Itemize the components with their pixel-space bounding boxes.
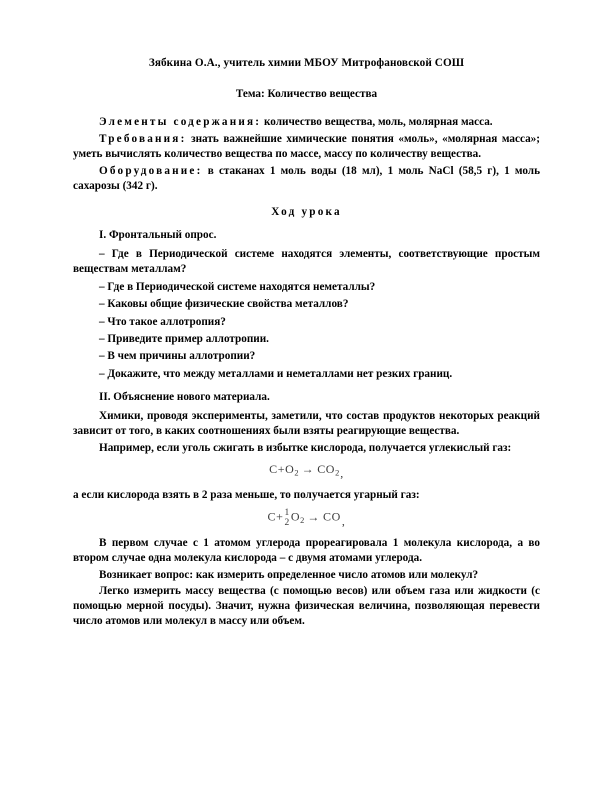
list-item: – Где в Периодической системе находятся элементы, соответствующие простым веществам металлам? <box>73 248 540 276</box>
formula1-product-subscript: 2 <box>335 468 340 478</box>
requirements-label: Требования: <box>99 133 187 146</box>
chemical-equation-complete-combustion <box>73 463 540 480</box>
frontal-survey-question-list <box>73 247 540 381</box>
content-elements-text: количество вещества, моль, молярная масса. <box>261 116 493 129</box>
formula1-oxygen: O <box>285 462 295 477</box>
new-material-paragraph-1: Химики, проводя эксперименты, заметили, что состав продуктов некоторых реакций зависит от того, в каких соотношениях были взяты реагирующие вещества. <box>73 410 540 438</box>
formula1-product: CO <box>317 462 336 477</box>
list-item: – Докажите, что между металлами и неметаллами нет резких границ. <box>99 367 453 380</box>
formula2-oxygen: O <box>290 510 301 525</box>
content-elements-label: Элементы содержания: <box>99 116 262 129</box>
formula2-trailing-comma: , <box>341 514 346 529</box>
list-item: – Каковы общие физические свойства металлов? <box>99 298 349 311</box>
requirements-text: знать важнейшие химические понятия «моль», «молярная масса»; уметь вычислять количество вещества по массе, массу по количеству вещества. <box>73 133 540 160</box>
new-material-paragraph-2: Например, если уголь сжигать в избытке кислорода, получается углекислый газ: <box>99 442 512 455</box>
equipment-text: в стаканах 1 моль воды (18 мл), 1 моль NaCl (58,5 г), 1 моль сахарозы (342 г). <box>73 164 540 192</box>
list-item: – Приведите пример аллотропии. <box>99 332 269 345</box>
formula1-plus: + <box>277 462 286 477</box>
formula2-plus: + <box>276 510 284 525</box>
formula1-arrow-icon: → <box>301 462 315 477</box>
explanation-paragraph-3: Легко измерить массу вещества (с помощью весов) или объем газа или жидкости (с помощью мерной посуды). Значит, нужна физическая величина, позволяющая перевести число атомов или молекул в массу или объем. <box>73 585 540 628</box>
list-item: – Что такое аллотропия? <box>99 315 226 328</box>
equipment-paragraph <box>73 164 540 194</box>
lesson-flow-heading: Ход урока <box>271 205 342 218</box>
explanation-paragraph-2: Возникает вопрос: как измерить определенное число атомов или молекул? <box>99 568 479 581</box>
chemical-equation-partial-combustion <box>73 509 540 528</box>
formula1-oxygen-subscript: 2 <box>294 468 299 478</box>
formula2-carbon: C <box>267 510 277 525</box>
formula2-fraction-one-half <box>285 509 290 528</box>
content-elements-paragraph <box>73 115 540 130</box>
formula2-arrow-icon: → <box>307 510 320 525</box>
formula2-fraction-denominator: 2 <box>284 518 290 529</box>
section-two-heading: II. Объяснение нового материала. <box>99 390 270 403</box>
partial-combustion-intro: а если кислорода взять в 2 раза меньше, то получается угарный газ: <box>73 488 420 501</box>
list-item: – Где в Периодической системе находятся неметаллы? <box>99 280 376 293</box>
formula1-carbon: C <box>269 462 278 477</box>
formula2-fraction-numerator: 1 <box>284 508 290 519</box>
formula2-oxygen-subscript: 2 <box>300 516 305 526</box>
document-subtitle: Тема: Количество вещества <box>235 87 378 100</box>
list-item: – В чем причины аллотропии? <box>99 350 256 363</box>
formula1-trailing-comma: , <box>340 466 344 481</box>
document-title: Зябкина О.А., учитель химии МБОУ Митрофановской СОШ <box>148 57 465 69</box>
explanation-paragraph-1: В первом случае с 1 атомом углерода прореагировала 1 молекула кислорода, а во втором случае одна молекула кислорода – с двумя атомами углерода. <box>73 536 540 564</box>
equipment-label: Оборудование: <box>99 164 203 177</box>
formula2-product: CO <box>322 510 341 525</box>
requirements-paragraph <box>73 132 540 162</box>
section-one-heading: I. Фронтальный опрос. <box>99 228 217 241</box>
